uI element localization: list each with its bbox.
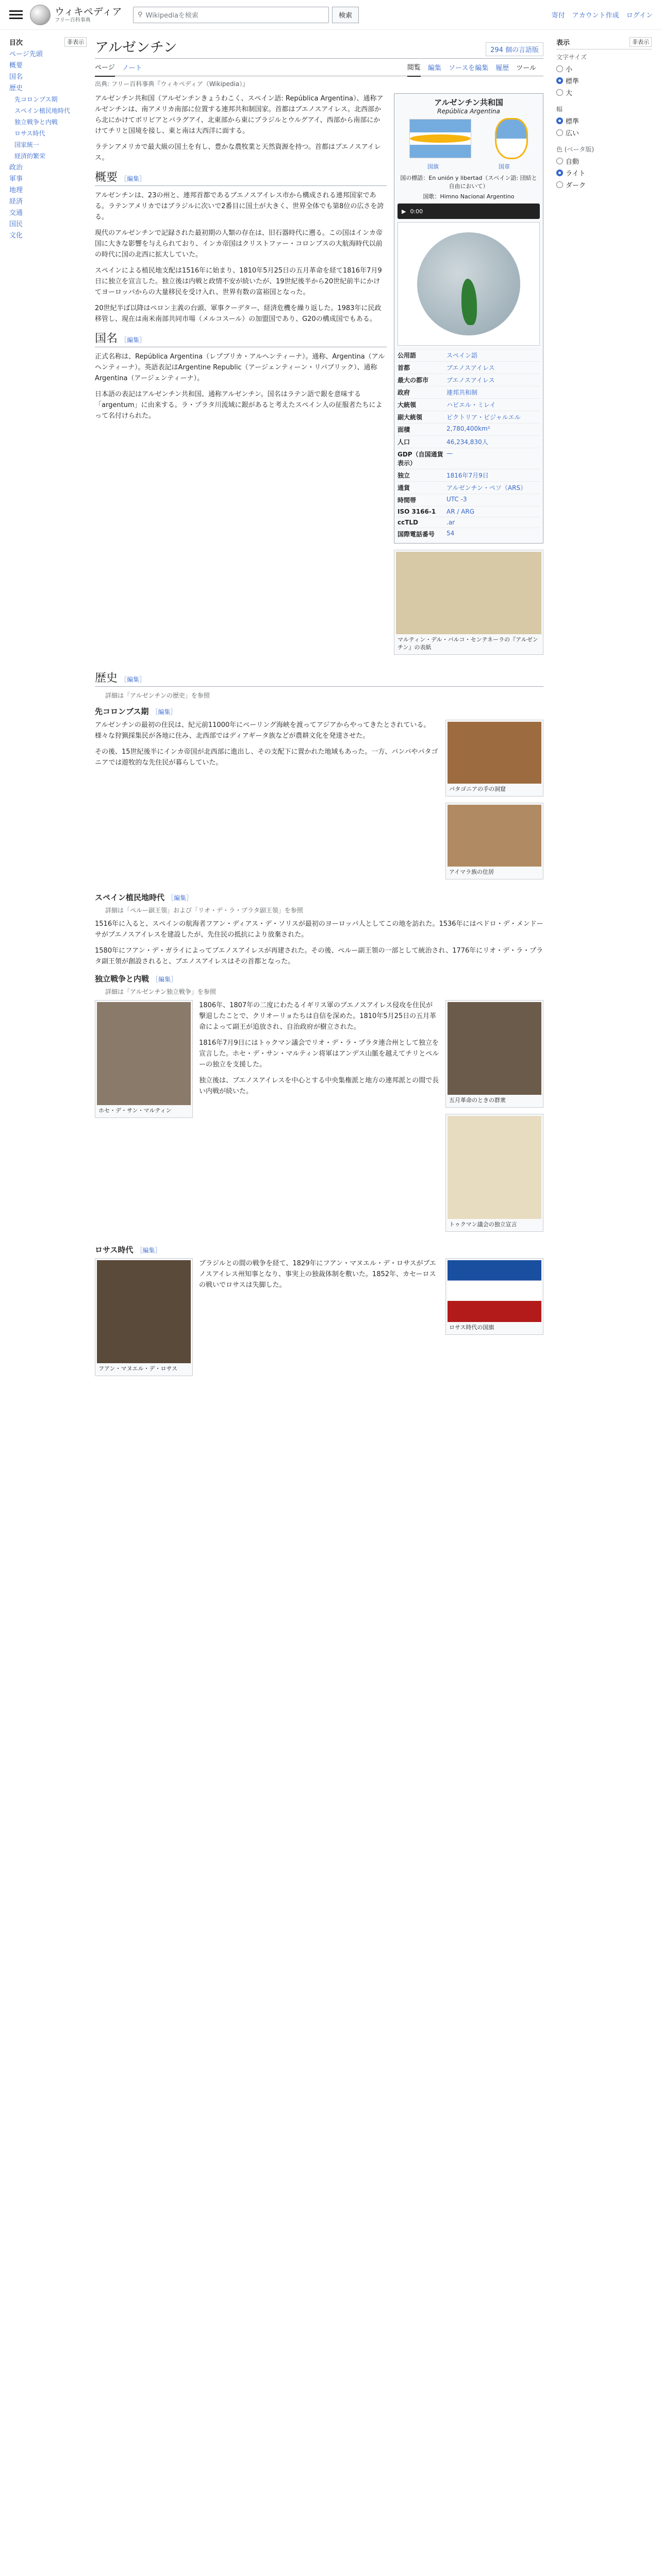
appearance-title: 表示 — [556, 39, 570, 47]
section-heading: 概要 ［編集］ — [95, 172, 387, 186]
infobox-value[interactable]: ハビエル・ミレイ — [446, 401, 496, 409]
infobox-row — [398, 469, 540, 481]
toc-item[interactable]: 軍事 — [9, 175, 23, 183]
color-light[interactable]: ライト — [556, 168, 652, 178]
section-heading: 歴史 ［編集］ — [95, 669, 543, 687]
login-link[interactable]: ログイン — [626, 12, 653, 20]
infobox-value[interactable]: アルゼンチン・ペソ（ARS） — [446, 484, 527, 492]
motto: 国の標語：En unión y libertad（スペイン語: 団結と自由において） — [400, 175, 537, 190]
toc-item[interactable]: 経済 — [9, 198, 23, 206]
edit-link[interactable]: ［編集］ — [121, 676, 146, 683]
text-size-standard[interactable]: 標準 — [556, 76, 652, 86]
toc-item[interactable]: 概要 — [9, 62, 23, 70]
paragraph: 独立後は、ブエノスアイレスを中心とする中央集権派と地方の連邦派との間で長い内戦が続いた。 — [199, 1077, 439, 1095]
edit-link[interactable]: ［編集］ — [121, 175, 146, 182]
globe-map — [417, 232, 520, 335]
toc-item[interactable]: 交通 — [9, 209, 23, 217]
infobox-key: 大統領 — [398, 401, 417, 409]
argentina-shape — [461, 279, 477, 325]
edit-link[interactable]: ［編集］ — [136, 1247, 161, 1254]
infobox-key: 最大の都市 — [398, 377, 429, 384]
thumbnail[interactable] — [394, 550, 543, 655]
infobox-row — [398, 481, 540, 494]
infobox-key: ccTLD — [398, 519, 419, 526]
toc-title: 目次 — [9, 39, 23, 47]
paragraph: 正式名称は、República Argentina（レプブリカ・アルヘンティーナ）。通称、Argentina（アルヘンティーナ）。英語表記はArgentine Republic（アージェンティーン・リパブリック）、通称Argentina（アージェンティーナ）。 — [95, 353, 385, 382]
flag-image[interactable] — [409, 119, 471, 158]
infobox-key: ISO 3166-1 — [398, 508, 436, 515]
width-standard[interactable]: 標準 — [556, 116, 652, 126]
infobox-row — [398, 423, 540, 435]
infobox-value[interactable]: ブエノスアイレス — [446, 364, 495, 371]
location-map[interactable] — [398, 222, 540, 346]
sun-icon — [410, 134, 471, 143]
infobox-row — [398, 386, 540, 398]
text-size-small[interactable]: 小 — [556, 64, 652, 74]
logo-title: ウィキペディア — [55, 6, 122, 18]
tab-read[interactable]: 閲覧 — [407, 58, 421, 77]
toc-sidebar — [9, 30, 87, 1382]
infobox-value[interactable]: 46,234,830人 — [446, 438, 488, 446]
source-note: 出典: フリー百科事典『ウィキペディア（Wikipedia）』 — [95, 80, 249, 88]
user-links — [552, 10, 653, 20]
infobox-row — [398, 374, 540, 386]
tab-talk[interactable]: ノート — [122, 64, 142, 72]
subsection-heading: スペイン植民地時代 ［編集］ — [95, 893, 193, 902]
portrait-image — [97, 1260, 191, 1363]
infobox-value[interactable]: 2,780,400km² — [446, 425, 490, 432]
logo-subtitle: フリー百科事典 — [55, 17, 91, 23]
flag-image — [448, 1260, 541, 1322]
width-label: 幅 — [556, 106, 563, 113]
site-header — [0, 0, 662, 30]
thumbnail[interactable] — [445, 1000, 543, 1108]
infobox-row — [398, 448, 540, 469]
infobox-row — [398, 411, 540, 423]
subsection-heading: 独立戦争と内戦 ［編集］ — [95, 974, 177, 984]
thumbnail-caption: フアン・マヌエル・デ・ロサス — [98, 1365, 178, 1372]
search-placeholder: Wikipediaを検索 — [145, 12, 198, 20]
infobox-key: 人口 — [398, 438, 410, 446]
search-button[interactable]: 検索 — [332, 7, 359, 23]
section-heading: 国名 ［編集］ — [95, 333, 387, 347]
infobox-key: GDP（自国通貨表示） — [398, 451, 443, 467]
color-dark[interactable]: ダーク — [556, 180, 652, 190]
text-size-large[interactable]: 大 — [556, 88, 652, 97]
emblem-caption[interactable]: 国章 — [499, 163, 510, 170]
paragraph: 日本語の表記はアルゼンチン共和国、通称アルゼンチン。国名はラテン語で銀を意味する「argentum」に由来する。ラ・プラタ川流域に銀があると考えたスペイン人の征服者たちによって名付けられた。 — [95, 391, 383, 420]
wikipedia-logo[interactable] — [30, 5, 133, 25]
globe-icon — [30, 5, 51, 25]
infobox-key: 政府 — [398, 389, 410, 396]
tab-edit-source[interactable]: ソースを編集 — [448, 64, 489, 72]
thumbnail[interactable] — [95, 1258, 193, 1376]
main-menu-icon[interactable] — [9, 8, 23, 22]
hatnote: 詳細は「アルゼンチンの歴史」を参照 — [105, 692, 210, 699]
appearance-panel — [556, 30, 652, 1382]
portrait-image — [97, 1002, 191, 1105]
edit-link[interactable]: ［編集］ — [152, 708, 177, 716]
infobox-value[interactable]: 54 — [446, 530, 455, 537]
edit-link[interactable]: ［編集］ — [152, 976, 177, 983]
subsection-heading: ロサス時代 ［編集］ — [95, 1245, 161, 1255]
paragraph: 1816年7月9日にはトゥクマン議会でリオ・デ・ラ・プラタ連合州として独立を宣言した。ホセ・デ・サン・マルティン将軍はアンデス山脈を越えてチリとペルーの独立を支援した。 — [199, 1039, 439, 1069]
toc-item[interactable]: 国名 — [9, 73, 23, 81]
edit-link[interactable]: ［編集］ — [168, 894, 193, 902]
create-account-link[interactable]: アカウント作成 — [572, 12, 619, 20]
intro-paragraph: ラテンアメリカで最大級の国土を有し、豊かな農牧業と天然資源を持つ。首都はブエノスアイレス。 — [95, 143, 381, 162]
donate-link[interactable]: 寄付 — [551, 12, 565, 20]
thumbnail-caption: ホセ・デ・サン・マルティン — [98, 1107, 172, 1114]
search-input[interactable] — [133, 7, 329, 23]
infobox-value[interactable]: UTC -3 — [446, 496, 467, 503]
thumbnail-caption: マルティン・デル・バルコ・センテネーラの『アルゼンチン』の表紙 — [398, 636, 538, 651]
infobox-key: 通貨 — [398, 484, 410, 492]
infobox-key: 独立 — [398, 472, 410, 479]
infobox-key: 面積 — [398, 426, 410, 433]
infobox-rows — [398, 349, 540, 540]
language-button[interactable]: 294 個の言語版 — [486, 42, 543, 56]
infobox — [394, 93, 543, 544]
infobox-value[interactable]: — — [446, 450, 453, 457]
audio-time: 0:00 — [410, 208, 423, 215]
painting-image — [448, 1002, 541, 1095]
infobox-row — [398, 349, 540, 361]
toc-item[interactable]: 先コロンブス期 — [14, 96, 58, 103]
infobox-row — [398, 528, 540, 540]
toc-item[interactable]: ロサス時代 — [14, 130, 45, 137]
article-body — [95, 93, 387, 661]
infobox-value[interactable]: ビクトリア・ビジャルエル — [446, 414, 521, 421]
audio-player[interactable] — [398, 204, 540, 219]
book-cover-image — [396, 552, 541, 634]
paragraph: 1580年にフアン・デ・ガライによってブエノスアイレスが再建された。その後、ペルー副王領の一部として統治され、1776年にリオ・デ・ラ・プラタ副王領が創設されると、ブエノスアイレスはその首都となった。 — [95, 947, 543, 965]
ruins-image — [448, 805, 541, 867]
infobox-row — [398, 361, 540, 374]
intro-paragraph: アルゼンチン共和国（アルゼンチンきょうわこく、スペイン語: República Argentina）、通称アルゼンチンは、南アメリカ南部に位置する連邦共和制国家。首都はブエノスアイレス。北西部から北にかけてボリビアとパラグアイ、北東部から東にブラジルとウルグアイ、西部から南部にかけてチリと国境を接し、東と南は大西洋に面する。 — [95, 95, 384, 135]
thumbnail[interactable] — [445, 720, 543, 796]
tab-history[interactable]: 履歴 — [495, 64, 509, 72]
tab-tools[interactable]: ツール — [516, 64, 536, 72]
toc-hide-button[interactable]: 非表示 — [64, 37, 87, 47]
flag-caption[interactable]: 国旗 — [427, 163, 439, 170]
toc-item[interactable]: 政治 — [9, 164, 23, 172]
infobox-column — [394, 93, 543, 661]
page-tabs — [95, 59, 543, 76]
paragraph: ブラジルとの間の戦争を経て、1829年にフアン・マヌエル・デ・ロサスがブエノスアイレス州知事となり、事実上の独裁体制を敷いた。1852年、カセーロスの戦いでロサスは失脚した。 — [199, 1260, 436, 1289]
title-text: アルゼンチン — [95, 40, 177, 55]
infobox-row — [398, 506, 540, 517]
text-size-label: 文字サイズ — [556, 54, 587, 61]
appearance-hide-button[interactable]: 非表示 — [630, 37, 652, 47]
toc-item[interactable]: 国家統一 — [14, 141, 40, 148]
tab-page[interactable]: ページ — [95, 58, 115, 77]
thumbnail-caption: トゥクマン議会の独立宣言 — [449, 1221, 517, 1228]
cave-image — [448, 722, 541, 784]
toc-item[interactable]: 地理 — [9, 187, 23, 194]
tab-edit[interactable]: 編集 — [427, 64, 441, 72]
edit-link[interactable]: ［編集］ — [121, 336, 146, 344]
infobox-row — [398, 398, 540, 411]
toc-item[interactable]: ページ先頭 — [9, 50, 43, 58]
color-label: 色 (ベータ版) — [556, 146, 594, 153]
infobox-key: 公用語 — [398, 352, 417, 359]
width-wide[interactable]: 広い — [556, 128, 652, 138]
page-title — [95, 36, 543, 59]
toc-item[interactable]: 経済的繁栄 — [14, 152, 46, 160]
thumbnail-caption: ロサス時代の国旗 — [449, 1324, 494, 1331]
anthem: 国歌：Himno Nacional Argentino — [423, 193, 515, 200]
toc-item[interactable]: 文化 — [9, 232, 23, 240]
infobox-value[interactable]: スペイン語 — [446, 352, 478, 359]
infobox-subtitle: República Argentina — [437, 108, 500, 115]
paragraph: アルゼンチンの最初の住民は、紀元前11000年にベーリング海峡を渡ってアジアからやってきたとされている。様々な狩猟採集民が各地に住み、北西部ではディアギータ族などが農耕文化を発達させた。 — [95, 721, 431, 740]
toc-item[interactable]: 国民 — [9, 221, 23, 228]
infobox-key: 国際電話番号 — [398, 531, 435, 538]
infobox-value[interactable]: AR / ARG — [446, 508, 475, 515]
article — [95, 30, 543, 1382]
thumbnail-caption: 五月革命のときの群衆 — [449, 1097, 506, 1104]
play-icon[interactable]: ▶ — [402, 208, 406, 215]
thumbnail[interactable] — [445, 803, 543, 879]
document-image — [448, 1116, 541, 1219]
infobox-row — [398, 494, 540, 506]
paragraph: 20世紀半ば以降はペロン主義の台頭、軍事クーデター、経済危機を繰り返した。1983年に民政移管し、現在は南米南部共同市場（メルコスール）の加盟国であり、G20の構成国でもある。 — [95, 304, 382, 323]
infobox-title: アルゼンチン共和国 — [434, 98, 503, 107]
toc-item[interactable]: 歴史 — [9, 84, 23, 92]
paragraph: 現代のアルゼンチンで記録された最初期の人類の存在は、旧石器時代に遡る。この国はインカ帝国に大きな影響を与えられており、インカ帝国はクリストファー・コロンブスの大航海時代以前の時代に国の北西に拡大していた。 — [95, 229, 383, 259]
infobox-key: 時間帯 — [398, 497, 417, 504]
thumbnail[interactable] — [445, 1114, 543, 1232]
subsection-heading: 先コロンブス期 ［編集］ — [95, 707, 177, 716]
paragraph: アルゼンチンは、23の州と、連邦首都であるブエノスアイレス市から構成される連邦国家である。ラテンアメリカではブラジルに次いで2番目に国土が大きく、世界全体でも第8位の広さを誇る。 — [95, 192, 384, 221]
infobox-row — [398, 435, 540, 448]
hatnote: 詳細は「ペルー副王領」および「リオ・デ・ラ・プラタ副王領」を参照 — [105, 907, 303, 914]
hatnote: 詳細は「アルゼンチン独立戦争」を参照 — [105, 988, 216, 995]
infobox-key: 副大統領 — [398, 414, 423, 421]
thumbnail[interactable] — [445, 1258, 543, 1335]
paragraph: 1806年、1807年の二度にわたるイギリス軍のブエノスアイレス侵攻を住民が撃退したことで、クリオーリョたちは自信を深めた。1810年5月25日の五月革命によって副王が追放され、自治政府が樹立された。 — [199, 1002, 437, 1031]
paragraph: スペインによる植民地支配は1516年に始まり、1810年5月25日の五月革命を経て1816年7月9日に独立を宣言した。独立後は内戦と政情不安が続いたが、19世紀後半から20世紀前半にかけてヨーロッパからの大量移民を受け入れ、世界有数の富裕国となった。 — [95, 267, 382, 296]
thumbnail-caption: アイマラ族の住居 — [449, 869, 494, 875]
infobox-row — [398, 517, 540, 528]
paragraph: 1516年に入ると、スペインの航海者フアン・ディアス・デ・ソリスが最初のヨーロッパ人としてこの地を訪れた。1536年にはペドロ・デ・メンドーサがブエノスアイレスを建設したが、先住民の抵抗により放棄された。 — [95, 920, 543, 939]
infobox-value[interactable]: 連邦共和制 — [446, 389, 478, 396]
infobox-value[interactable]: .ar — [446, 519, 455, 526]
color-auto[interactable]: 自動 — [556, 156, 652, 166]
thumbnail[interactable] — [95, 1000, 193, 1118]
infobox-key: 首都 — [398, 364, 410, 371]
infobox-value[interactable]: 1816年7月9日 — [446, 472, 489, 479]
coat-of-arms-image[interactable] — [495, 118, 528, 159]
search-icon: ⚲ — [138, 11, 143, 19]
infobox-value[interactable]: ブエノスアイレス — [446, 377, 495, 384]
paragraph: その後、15世紀後半にインカ帝国が北西部に進出し、その支配下に置かれた地域もあった。一方、パンパやパタゴニアでは遊牧的な先住民が暮らしていた。 — [95, 748, 438, 767]
toc-item[interactable]: 独立戦争と内戦 — [14, 118, 58, 126]
toc-item[interactable]: スペイン植民地時代 — [14, 107, 71, 114]
thumbnail-caption: パタゴニアの手の洞窟 — [449, 786, 506, 792]
